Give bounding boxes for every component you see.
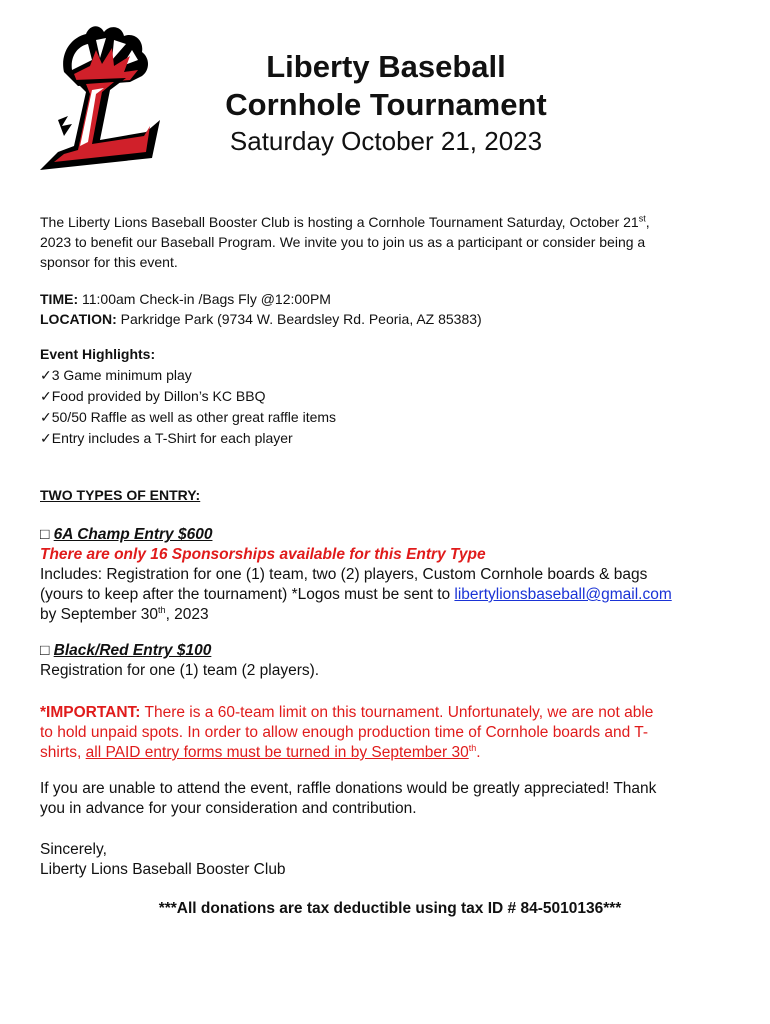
champ-entry-line-3a: by September 30 — [40, 606, 159, 623]
intro-line-2: 2023 to benefit our Baseball Program. We invite you to join us as a participant or consider being a — [40, 234, 646, 250]
event-details — [40, 289, 740, 329]
title-line-1: Liberty Baseball — [266, 49, 506, 84]
time-value: 11:00am Check-in /Bags Fly @12:00PM — [78, 291, 331, 307]
important-label: *IMPORTANT: — [40, 704, 141, 721]
highlight-item: ✓50/50 Raffle as well as other great raffle items — [40, 409, 337, 425]
checkbox-icon: □ — [40, 642, 54, 659]
important-line-3-underlined: all PAID entry forms must be turned in by September 30 — [85, 744, 469, 761]
champ-entry-note: There are only 16 Sponsorships available for this Entry Type — [40, 546, 486, 563]
important-line-3a: shirts, — [40, 744, 86, 761]
liberty-lions-logo — [34, 20, 166, 172]
highlight-item: ✓Entry includes a T-Shirt for each player — [40, 430, 293, 446]
signature-block — [40, 840, 740, 880]
black-red-entry — [40, 641, 740, 681]
checkbox-icon: □ — [40, 526, 54, 543]
champ-entry — [40, 525, 740, 625]
highlight-item: ✓3 Game minimum play — [40, 367, 192, 383]
important-sup: th — [468, 742, 477, 753]
closing-paragraph — [40, 779, 740, 819]
highlights-heading: Event Highlights: — [40, 346, 156, 362]
important-line-1: There is a 60-team limit on this tournament. Unfortunately, we are not able — [140, 704, 654, 721]
event-highlights — [40, 344, 740, 449]
event-date: Saturday October 21, 2023 — [229, 126, 543, 156]
intro-text-2: , — [645, 214, 650, 230]
tax-note: ***All donations are tax deductible using tax ID # 84-5010136*** — [158, 900, 622, 917]
important-line-2: to hold unpaid spots. In order to allow enough production time of Cornhole boards and T- — [40, 724, 649, 741]
entry-heading: TWO TYPES OF ENTRY: — [40, 487, 201, 503]
champ-entry-line-2: (yours to keep after the tournament) *Logos must be sent to — [40, 586, 455, 603]
sincerely: Sincerely, — [40, 841, 107, 858]
email-link[interactable]: libertylionsbaseball@gmail.com — [454, 586, 672, 603]
closing-line-2: you in advance for your consideration and contribution. — [40, 800, 417, 817]
champ-sup: th — [158, 604, 166, 615]
highlight-item: ✓Food provided by Dillon’s KC BBQ — [40, 388, 266, 404]
intro-line-3: sponsor for this event. — [40, 254, 178, 270]
intro-paragraph — [40, 212, 740, 272]
intro-sup: st — [638, 213, 646, 224]
intro-text-1: The Liberty Lions Baseball Booster Club is hosting a Cornhole Tournament Saturday, October 21 — [40, 214, 639, 230]
black-red-entry-line: Registration for one (1) team (2 players). — [40, 662, 320, 679]
important-line-3-end: . — [476, 744, 481, 761]
location-value: Parkridge Park (9734 W. Beardsley Rd. Peoria, AZ 85383) — [116, 311, 482, 327]
location-label: LOCATION: — [40, 311, 117, 327]
champ-entry-line-1: Includes: Registration for one (1) team, two (2) players, Custom Cornhole boards & bags — [40, 566, 648, 583]
page-title — [186, 48, 586, 124]
closing-line-1: If you are unable to attend the event, raffle donations would be greatly appreciated! Thank — [40, 780, 657, 797]
signature: Liberty Lions Baseball Booster Club — [40, 861, 286, 878]
time-label: TIME: — [40, 291, 79, 307]
champ-entry-title: 6A Champ Entry $600 — [53, 526, 213, 543]
title-line-2: Cornhole Tournament — [225, 87, 547, 122]
champ-entry-line-3b: , 2023 — [165, 606, 209, 623]
important-notice — [40, 703, 740, 763]
black-red-entry-title: Black/Red Entry $100 — [53, 642, 212, 659]
